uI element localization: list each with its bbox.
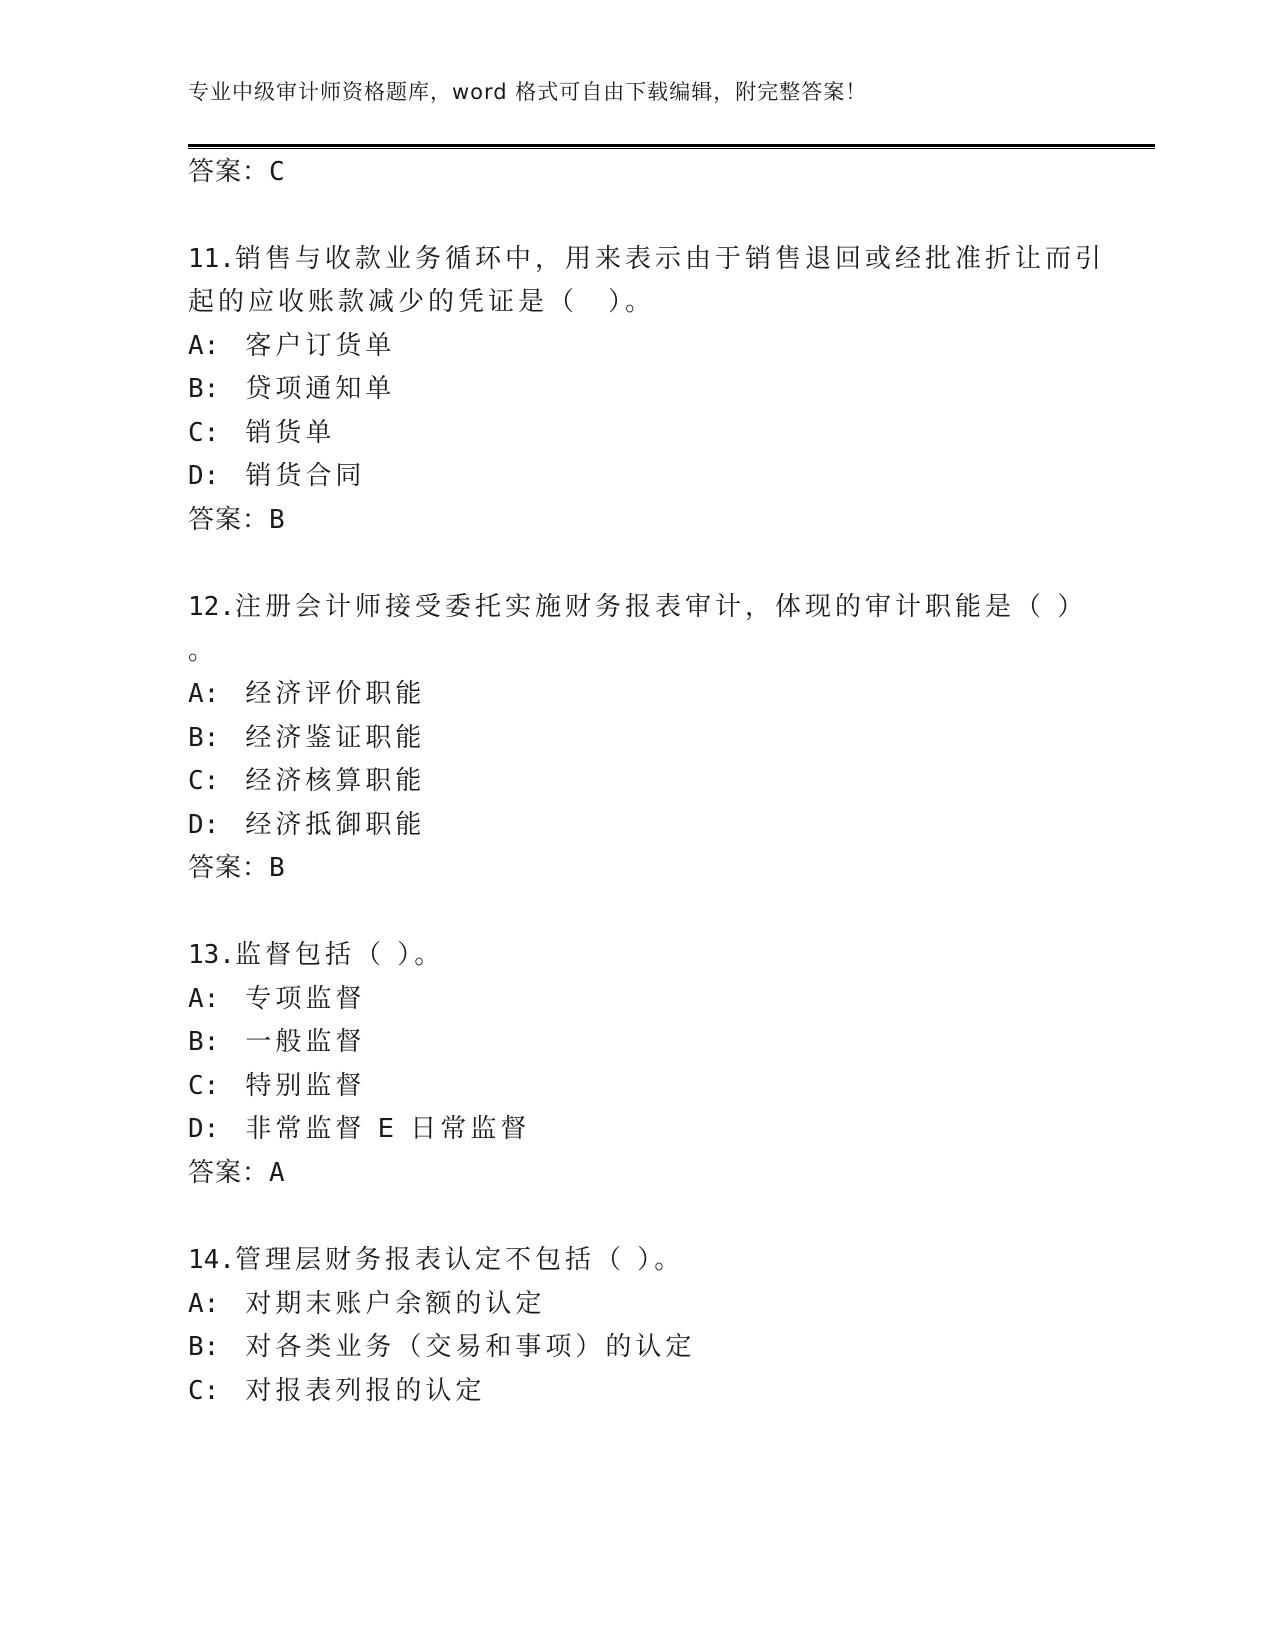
option-text: 销货合同 [245, 461, 366, 491]
option-c [188, 1374, 485, 1408]
option-letter: D: [188, 1114, 220, 1144]
header-divider [188, 144, 1155, 149]
answer-12 [188, 851, 286, 885]
option-a [188, 1287, 545, 1321]
option-text: 客户订货单 [245, 331, 396, 361]
option-b [188, 372, 395, 406]
option-letter: D: [188, 461, 220, 491]
question-11-continued: 起的应收账款减少的凭证是（ ）。 [188, 287, 656, 317]
question-12-continued: 。 [188, 636, 219, 666]
question-number: 11. [188, 244, 235, 274]
option-b [188, 721, 425, 755]
question-number: 13. [188, 940, 235, 970]
question-13 [188, 938, 444, 972]
option-text: 贷项通知单 [245, 374, 396, 404]
option-text: 经济鉴证职能 [245, 723, 426, 753]
option-text: 对各类业务（交易和事项）的认定 [245, 1332, 696, 1362]
question-text-line-1: 管理层财务报表认定不包括（ ）。 [234, 1245, 685, 1275]
option-letter: A: [188, 984, 220, 1014]
option-a [188, 982, 365, 1016]
answer-11 [188, 503, 286, 537]
option-letter: B: [188, 374, 220, 404]
option-letter: B: [188, 1332, 220, 1362]
question-number: 12. [188, 592, 235, 622]
option-letter: A: [188, 1289, 220, 1319]
option-letter: B: [188, 1027, 220, 1057]
answer-13 [188, 1156, 286, 1190]
answer-value: B [269, 505, 286, 535]
answer-label: 答案： [188, 1158, 270, 1188]
option-a [188, 329, 395, 363]
option-b [188, 1025, 365, 1059]
option-c [188, 1069, 365, 1103]
answer-value: C [269, 157, 286, 187]
option-text: 销货单 [245, 418, 336, 448]
option-text: 对期末账户余额的认定 [245, 1289, 546, 1319]
option-letter: A: [188, 679, 220, 709]
option-text: 经济抵御职能 [245, 810, 426, 840]
answer-prev [188, 155, 286, 189]
option-text: 对报表列报的认定 [245, 1376, 486, 1406]
option-text: 经济核算职能 [245, 766, 426, 796]
option-letter: C: [188, 766, 220, 796]
question-number: 14. [188, 1245, 235, 1275]
option-text: 一般监督 [245, 1027, 366, 1057]
question-11 [188, 242, 1105, 276]
option-c [188, 764, 425, 798]
question-text-line-1: 注册会计师接受委托实施财务报表审计，体现的审计职能是（ ） [234, 592, 1088, 622]
page-header: 专业中级审计师资格题库，word 格式可自由下载编辑，附完整答案！ [188, 80, 868, 104]
question-text-line-1: 监督包括（ ）。 [234, 940, 445, 970]
option-text: 非常监督 E 日常监督 [245, 1114, 531, 1144]
option-letter: A: [188, 331, 220, 361]
answer-label: 答案： [188, 505, 270, 535]
option-letter: C: [188, 1376, 220, 1406]
option-a [188, 677, 425, 711]
answer-label: 答案： [188, 853, 270, 883]
answer-value: B [269, 853, 286, 883]
question-12 [188, 590, 1087, 624]
option-d [188, 808, 425, 842]
option-letter: C: [188, 418, 220, 448]
option-letter: C: [188, 1071, 220, 1101]
option-letter: D: [188, 810, 220, 840]
option-d [188, 1112, 530, 1146]
option-text: 特别监督 [245, 1071, 366, 1101]
option-b [188, 1330, 695, 1364]
option-d [188, 459, 365, 493]
answer-label: 答案： [188, 157, 270, 187]
question-text-line-1: 销售与收款业务循环中，用来表示由于销售退回或经批准折让而引 [234, 244, 1105, 274]
option-text: 专项监督 [245, 984, 366, 1014]
answer-value: A [269, 1158, 286, 1188]
question-14 [188, 1243, 684, 1277]
option-text: 经济评价职能 [245, 679, 426, 709]
option-letter: B: [188, 723, 220, 753]
option-c [188, 416, 335, 450]
